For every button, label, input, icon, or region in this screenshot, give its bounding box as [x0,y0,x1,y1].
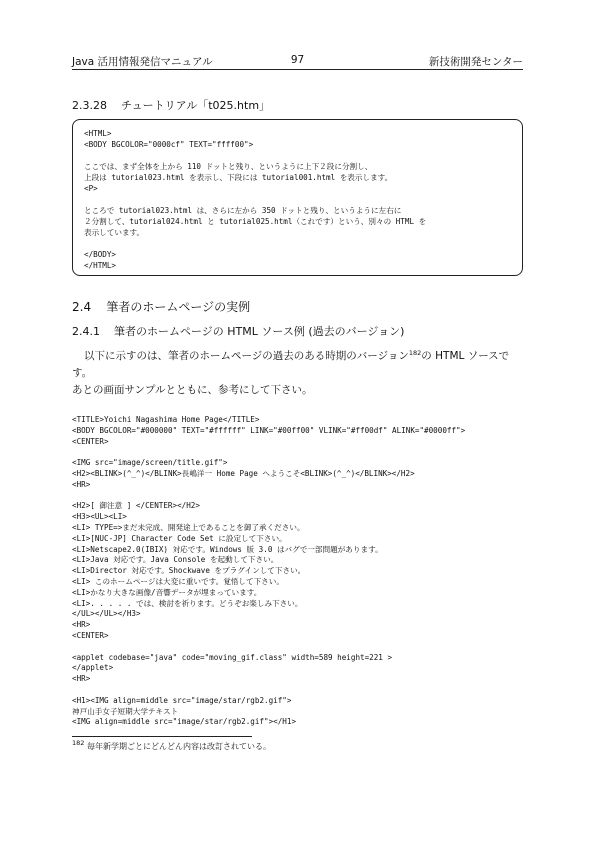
code-box-lines [84,128,514,271]
code-line: 上段は tutorial023.html を表示し、下段には tutorial001.html を表示します。 [84,173,393,182]
code-line: </HTML> [84,261,117,270]
subsection-number: 2.3.28 [72,99,107,112]
source-line: <applet codebase="java" code="moving_gif.class" width=589 height=221 > [72,652,393,662]
source-line: <TITLE>Yoichi Nagashima Home Page</TITLE> [72,415,260,424]
source-line: <LI>. . . . . では、検討を祈ります。どうぞお楽しみ下さい。 [72,598,303,608]
code-line [84,150,514,161]
paragraph-line-1 [72,345,523,382]
code-line: 表示しています。 [84,228,145,237]
footnote-number: 182 [72,739,85,747]
paragraph-text-after: の HTML ソースです。 [72,350,510,379]
section-heading-2-4 [72,298,250,315]
code-line: <BODY BGCOLOR="0000cf" TEXT="ffff00"> [84,140,254,149]
code-line [84,194,514,205]
code-box [72,119,523,276]
header-rule [72,69,523,70]
page-number: 97 [290,54,305,66]
subsection-number: 2.4.1 [72,325,100,338]
code-line: ところで tutorial023.html は、さらに左から 350 ドットと残り、というように左右に [84,206,402,215]
subsection-title: チュートリアル「t025.htm」 [121,99,271,112]
source-line [72,491,523,502]
paragraph-text-before: 以下に示すのは、筆者のホームページの過去のある時期のバージョン [84,350,409,362]
section-title: 筆者のホームページの実例 [106,300,251,314]
source-line [72,685,523,696]
page-header [72,54,523,68]
source-line: </UL></UL></H3> [72,609,141,619]
source-line [72,642,523,653]
footnote [72,739,271,752]
source-line: <LI>Java 対応です。Java Console を起動して下さい。 [72,555,279,565]
source-line: <LI>Director 対応です。Shockwave をプラグインして下さい。 [72,566,306,576]
footnote-text: 毎年新学期ごとにどんどん内容は改訂されている。 [86,742,271,751]
source-line: <LI>かなり大きな画像/音響データが埋まっています。 [72,587,262,597]
source-line: <HR> [72,620,91,630]
source-line: <H2>[ 御注意 ] </CENTER></H2> [72,501,200,511]
source-line: <CENTER> [72,436,109,446]
subsection-heading-2-4-1 [72,323,404,339]
source-line: <BODY BGCOLOR="#000000" TEXT="#ffffff" LINK="#00ff00" VLINK="#ff00df" ALINK="#0000ff"> [72,425,466,435]
source-line: <HR> [72,479,91,489]
source-line: </applet> [72,663,114,673]
source-line: <HR> [72,674,91,684]
code-line [84,238,514,249]
code-line: <P> [84,184,98,193]
subsection-heading-2-3-28 [72,97,270,113]
source-line: <H3><UL><LI> [72,512,127,522]
code-line: <HTML> [84,129,112,138]
source-line: <IMG src="image/screen/title.gif"> [72,458,228,468]
header-right: 新技術開発センター [428,56,523,68]
source-line: <LI>Netscape2.0(IBIX) 対応です。Windows 版 3.0 はバグで一部問題があります。 [72,544,383,554]
source-line: <LI>[NUC-JP] Character Code Set に設定して下さい。 [72,533,287,543]
header-left: Java 活用情報発信マニュアル [72,56,213,68]
source-line: 神戸山手女子短期大学テキスト [72,706,179,716]
source-line: <H2><BLINK>(^_^)</BLINK>長嶋洋一 Home Page へようこそ<BLINK>(^_^)</BLINK></H2> [72,468,415,478]
code-line: ここでは、まず全体を上から 110 ドットと残り、というように上下２段に分割し、 [84,162,373,171]
footnote-rule [72,736,252,737]
paragraph-line-2: あとの画面サンプルとともに、参考にして下さい。 [72,384,313,396]
code-line: </BODY> [84,250,117,259]
source-listing [72,415,523,728]
source-line: <IMG align=middle src="image/star/rgb2.gif"></H1> [72,717,297,727]
source-line [72,447,523,458]
footnote-marker: 182 [408,349,422,357]
source-line: <H1><IMG align=middle src="image/star/rgb2.gif"> [72,695,292,705]
code-line: ２分割して、tutorial024.html と tutorial025.html（これです）という、別々の HTML を [84,217,427,226]
source-line: <LI> TYPE=>まだ未完成、開発途上であることを御了承ください。 [72,522,305,532]
subsection-title: 筆者のホームページの HTML ソース例 (過去のバージョン) [114,325,405,338]
source-line: <CENTER> [72,630,109,640]
section-number: 2.4 [72,300,92,314]
intro-paragraph [72,345,523,399]
source-line: <LI> このホームページは大変に重いです。覚悟して下さい。 [72,576,284,586]
